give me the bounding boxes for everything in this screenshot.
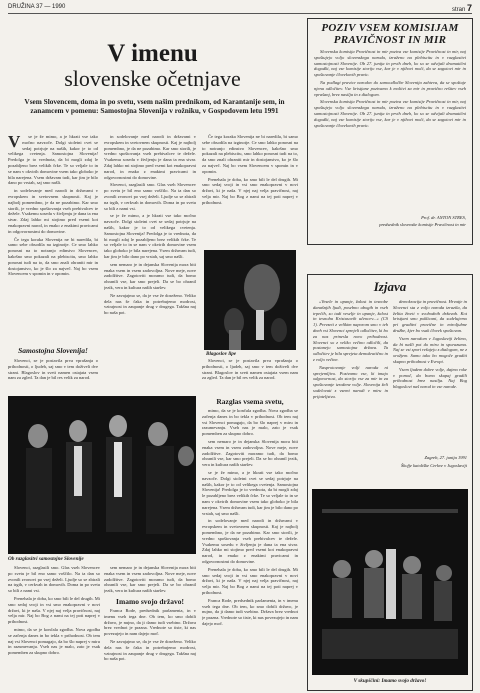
poziv-title: POZIV VSEM KOMISIJAM PRAVIČNOST IN MIR (321, 22, 459, 46)
subhead-samostojna-slovenija: Samostojna Slovenija! (18, 346, 88, 355)
article-column-1b: Slovenci, se je postavila prva vprašanja o prihodnosti, o ljudeh, saj smo v tem doživeli dve strani. Blagoslov in sveti namen ostajata vsem nam za zgled. Ta dan je bil res velik za narod. (8, 358, 98, 381)
article-column-5: sem nemaro je in dejanska Slovenija mora biti enaka vsem in vsem zadovoljna. Nove meje, nove zadolžitve. Zagotoviti moramo tudi, da bomo ohranili vse, kar smo prejeli. Da se bo ohranil jezik, vera in kultura naših staršev. (104, 565, 196, 594)
izjava-col-left: »Vesele in upanje, žalost in tesnobe današnjih ljudi, posebno ubogih in vseh trpečih, so tudi veselje in upanje, žalost in tesnoba Kristusovih učencev...« (CS 1). Prevzeti z velikim naporom smo v teh dneh vsi Slovenci sprejeli odločitev, ki bo za nas prinesla novo prihodnost. Slovenci so z veliko večino odločili, da postanejo samostojna država. Ta odločitev je bila sprejeta demokratično in z voljo večine. Nasprotovanje volji naroda ni sprejemljivo. Pozivamo vse, ki imajo odgovornost, da storijo vse za mir in za spoštovanje izražene volje. Slovenija želi sodelovati z vsemi narodi v miru in prijateljstvu. (313, 299, 388, 399)
photo-razglasitev (8, 396, 196, 554)
photo1-caption: Blagoslov lipe (206, 351, 237, 357)
poziv-signature: Prof. dr. ANTON STRES, (421, 215, 466, 220)
izjava-place-date: Zagreb, 27. junija 1991 (424, 455, 467, 460)
article-column-5b: Franca Rode, predsednik parlamenta, in v imenu vseh tega dne. Ob tem, ko smo dobili državo, je nujno, da ji damo tudi vsebino. Država brez vrednot je prazna. Vrednote so tiste, ki nas povezujejo in nam dajejo moč. Ne zavajajmo se, da je vse že doseženo. Veliko dela nas še čaka in potrebujemo modrost, vztrajnost in zaupanje drug v drugega. Takšna naj bo naša pot. (104, 608, 196, 662)
page-number: stran 7 (451, 3, 472, 13)
izjava-signature: Škofje katoliške Cerkve v Jugoslaviji (401, 463, 467, 468)
newspaper-issue: DRUŽINA 37 — 1990 (8, 4, 66, 10)
photo-image (312, 489, 468, 675)
subhead-imamo-svojo-drzavo: Imamo svojo državo! (116, 597, 184, 606)
poziv-box (307, 18, 473, 245)
photo-image (204, 250, 296, 350)
page-header (8, 3, 472, 14)
izjava-box (307, 274, 473, 691)
article-column-3b: Slovenci, se je postavila prva vprašanja o prihodnosti, o ljudeh, saj smo v tem doživeli dve strani. Blagoslov in sveti namen ostajata vsem nam za zgled. Ta dan je bil res velik za narod. (202, 358, 298, 381)
article-title-line1: V imenu (107, 40, 198, 67)
poziv-body: Slovenska komisija Pravičnost in mir poziva vse komisije Pravičnost in mir, naj spoštujejo voljo slovenskega naroda, izraženo na plebiscitu in v razglasitvi samostojnosti Slovenije. Ob 27. junija in prvih dneh, ko so se odvijali dramatični dogodki, naj vse komisije storijo vse, kar je v njihovi moči, da se zagotovi mir in spoštovanje človekovih pravic. Na podlagi pravice narodov do samoodločbe Slovenija zahteva, da se spoštuje njena odločitev. Vse kristjane pozivamo k molitvi za mir in pravično rešitev vseh vprašanj, brez nasilja in z dialogom. Slovenska komisija Pravičnost in mir poziva vse komisije Pravičnost in mir, naj spoštujejo voljo slovenskega naroda, izraženo na plebiscitu in v razglasitvi samostojnosti Slovenije. Ob 27. junija in prvih dneh, ko so se odvijali dramatični dogodki, naj vse komisije storijo vse, kar je v njihovi moči, da se zagotovi mir in spoštovanje človekovih pravic. (314, 49, 466, 128)
article-title-line2: slovenske očetnjave (64, 66, 241, 91)
photo-image (8, 396, 196, 554)
photo-blagoslov-lipe (204, 250, 296, 350)
subhead-razglas: Razglas vsema svetu, (216, 397, 284, 406)
photo3-caption: V skupščini: Imamo svojo državo! (353, 678, 427, 684)
izjava-title: Izjava (373, 279, 407, 294)
photo2-caption: Ob razglasitvi samostojne Slovenije (8, 556, 84, 562)
article-column-2: in sodelovanje med narodi in državami v evropskem in svetovnem skupnosti. Kaj je najbolj pomembno, je da ne pozabimo. Kar smo storili, je vredno spoštovanja vseh prebivalcev te dežele. Vsakemu sosedu v življenju je dana ta ena stvar. Zdaj lahko mi stojimo pred vsemi kot enakopravni narod, in enako z enakimi pravicami in odgovornostmi do domovine. Slovenci, razglasili smo. Glas vseh Slovencev po svetu je bil eno samo voščilo. Na ta dan so zvonili zvonovi po vsej deželi. Ljudje so se zbirali na trgih, v cerkvah in domovih. Doma in po svetu so bili z nami vsi. se je že mimo, a je hkrati vse tako močno navzoče. Dolgi stoletni cvet se sedaj potrjuje na naših, kakor je to od velikega cvetenja. Samostojna Slovenija! Predolga je to vrednota, da bi mogli zdaj le pozabljeno brez velikih črke. Te so veljale to in se nam v okvirih domovine vsem tako globoko je bila narejena. Vsem državam tudi, kar jim je bilo dano po vrstah, saj smo našli. sem nemaro je in dejanska Slovenija mora biti enaka vsem in vsem zadovoljna. Nove meje, nove zadolžitve. Zagotoviti moramo tudi, da bomo ohranili vse, kar smo prejeli. Da se bo ohranil jezik, vera in kultura naših staršev. Ne zavajajmo se, da je vse že doseženo. Veliko dela nas še čaka in potrebujemo modrost, vztrajnost in zaupanje drug v drugega. Takšna naj bo naša pot. (104, 134, 196, 316)
photo-skupscina (312, 489, 468, 675)
article-column-3: Če tega koraka Slovenija ne bi naredila, bi samo sebe obsodila na izginotje. Ce smo lahko ponosni na to notranjo edinstvo Slovencev, kakršno smo pokazali na plebiscitu, smo lahko ponosni tudi na to, da smo znali ohraniti mir in dostojanstvo, ko je šlo za največ. Naj bo vsem Slovencem v spomin in v opomin. Prenehala je doba, ko smo bili le del drugih. Mi smo sedaj svoji in vsi smo enakopravni v novi državi, ki je naša. V njej naj velja pravičnost, naj velja mir. Naj bo Bog z nami na tej poti naprej v prihodnost. (202, 134, 298, 205)
drop-cap: V (8, 134, 21, 151)
article-column-6: mimo, da se je končala zgodba. Nova zgodba se začenja danes in bo tekla v prihodnost. Ob tem naj vsi Slovenci pomagajo, da bo šlo naprej v miru in razumevanju. Vseh nas je malo, zato je vsak pomemben za skupno dobro. sem nemaro je in dejanska Slovenija mora biti enaka vsem in vsem zadovoljna. Nove meje, nove zadolžitve. Zagotoviti moramo tudi, da bomo ohranili vse, kar smo prejeli. Da se bo ohranil jezik, vera in kultura naših staršev. se je že mimo, a je hkrati vse tako močno navzoče. Dolgi stoletni cvet se sedaj potrjuje na naših, kakor je to od velikega cvetenja. Samostojna Slovenija! Predolga je to vrednota, da bi mogli zdaj le pozabljeno brez velikih črke. Te so veljale to in se nam v okvirih domovine vsem tako globoko je bila narejena. Vsem državam tudi, kar jim je bilo dano po vrstah, saj smo našli. in sodelovanje med narodi in državami v evropskem in svetovnem skupnosti. Kaj je najbolj pomembno, je da ne pozabimo. Kar smo storili, je vredno spoštovanja vseh prebivalcev te dežele. Vsakemu sosedu v življenju je dana ta ena stvar. Zdaj lahko mi stojimo pred vsemi kot enakopravni narod, in enako z enakimi pravicami in odgovornostmi do domovine. Prenehala je doba, ko smo bili le del drugih. Mi smo sedaj svoji in vsi smo enakopravni v novi državi, ki je naša. V njej naj velja pravičnost, naj velja mir. Naj bo Bog z nami na tej poti naprej v prihodnost. Franca Rode, predsednik parlamenta, in v imenu vseh tega dne. Ob tem, ko smo dobili državo, je nujno, da ji damo tudi vsebino. Država brez vrednot je prazna. Vrednote so tiste, ki nas povezujejo in nam dajejo moč. (202, 408, 298, 626)
poziv-signature-title: predsednik slovenske komisije Pravičnost in mir (379, 222, 466, 227)
article-lead: Vsem Slovencem, doma in po svetu, vsem našim prednikom, od Karantanije sem, in zanamcem v pomenu: Samostojna Slovenija v rožniku, v Gospodovem letu 1991 (24, 97, 285, 115)
article-column-4: Slovenci, razglasili smo. Glas vseh Slovencev po svetu je bil eno samo voščilo. Na ta dan so zvonili zvonovi po vsej deželi. Ljudje so se zbirali na trgih, v cerkvah in domovih. Doma in po svetu so bili z nami vsi. Prenehala je doba, ko smo bili le del drugih. Mi smo sedaj svoji in vsi smo enakopravni v novi državi, ki je naša. V njej naj velja pravičnost, naj velja mir. Naj bo Bog z nami na tej poti naprej v prihodnost. mimo, da se je končala zgodba. Nova zgodba se začenja danes in bo tekla v prihodnost. Ob tem naj vsi Slovenci pomagajo, da bo šlo naprej v miru in razumevanju. Vseh nas je malo, zato je vsak pomemben za skupno dobro. (8, 565, 100, 656)
article-column-1: V se je že mimo, a je hkrati vse tako močno navzoče. Dolgi stoletni cvet se sedaj potrjuje na naših, kakor je to od velikega cvetenja. Samostojna Slovenija! Predolga je to vrednota, da bi mogli zdaj le pozabljeno brez velikih črke. Te so veljale to in se nam v okvirih domovine vsem tako globoko je bila narejena. Vsem državam tudi, kar jim je bilo dano po vrstah, saj smo našli. in sodelovanje med narodi in državami v evropskem in svetovnem skupnosti. Kaj je najbolj pomembno, je da ne pozabimo. Kar smo storili, je vredno spoštovanja vseh prebivalcev te dežele. Vsakemu sosedu v življenju je dana ta ena stvar. Zdaj lahko mi stojimo pred vsemi kot enakopravni narod, in enako z enakimi pravicami in odgovornostmi do domovine. Če tega koraka Slovenija ne bi naredila, bi samo sebe obsodila na izginotje. Ce smo lahko ponosni na to notranjo edinstvo Slovencev, kakršno smo pokazali na plebiscitu, smo lahko ponosni tudi na to, da smo znali ohraniti mir in dostojanstvo, ko je šlo za največ. Naj bo vsem Slovencem v spomin in v opomin. (8, 134, 98, 277)
izjava-col-right: demokracija in pravičnost. Hrvatje in Slovenci sta z voljo naroda izrazila, da želita živeti v svobodnih državah. Kot kristjani smo poklicani, da sodelujemo pri graditvi pravične in miroljubne družbe, kjer bo vsak človek spoštovan. Vsem narodom v Jugoslaviji želimo, da bi našli pot do miru in sporazuma. Naj se vsi spori rešujejo z dialogom, ne z orožjem. Samo tako bo mogoče graditi skupno prihodnost v Evropi. Vsem ljudem dobre volje, dajmo roke v pomoč, da bomo skupaj gradili prihodnost brez nasilja. Naj Bog blagoslovi naš narod in vse narode. (393, 299, 467, 390)
